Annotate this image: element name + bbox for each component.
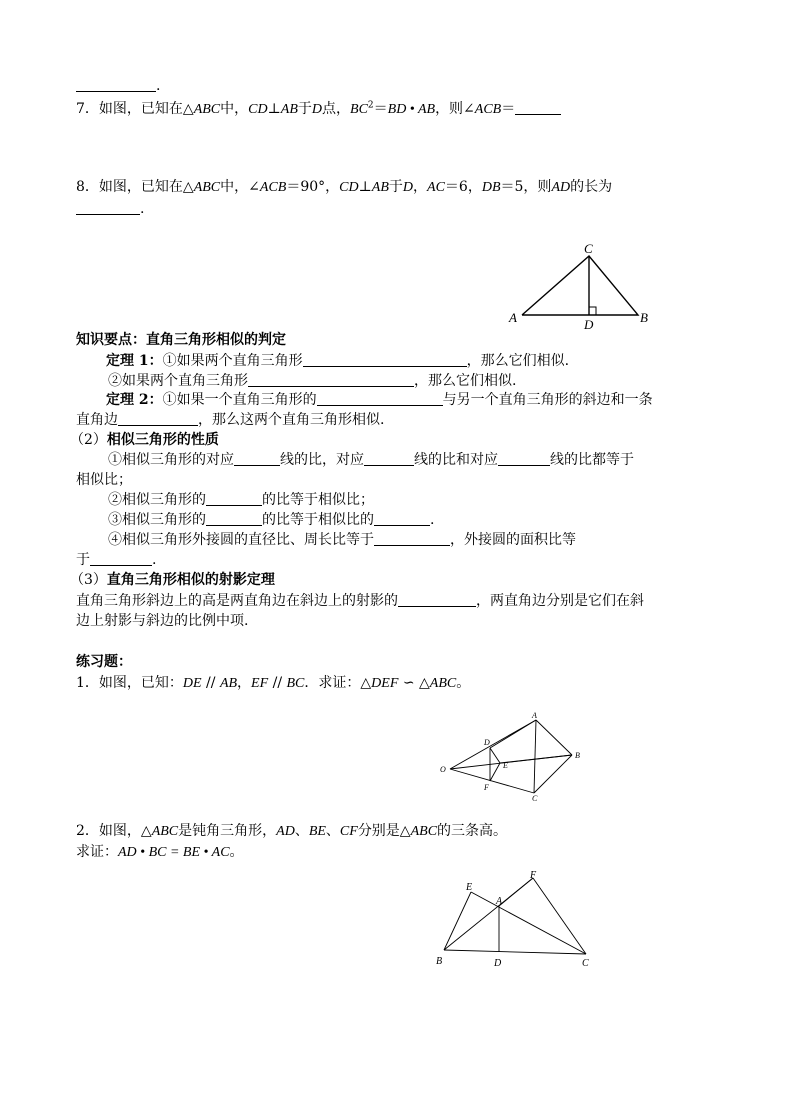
question-8-blank-line: .	[76, 199, 144, 219]
section-2-heading: （2）相似三角形的性质	[70, 432, 219, 448]
theorem-1a: 定理 1：①如果两个直角三角形 ，那么它们相似.	[106, 353, 570, 369]
answer-blank[interactable]	[234, 451, 280, 466]
answer-blank[interactable]	[76, 77, 156, 92]
figure-exercise-1	[432, 708, 602, 808]
theorem-1b: ②如果两个直角三角形 ，那么它们相似.	[108, 373, 517, 389]
answer-blank[interactable]	[206, 511, 262, 526]
label-C: C	[584, 241, 593, 256]
label-B: B	[640, 310, 648, 325]
svg-text:B: B	[436, 956, 443, 967]
svg-text:E: E	[503, 761, 508, 770]
property-1-cont: 相似比；	[76, 472, 132, 488]
property-2: ②相似三角形的 的比等于相似比；	[108, 492, 374, 508]
answer-blank[interactable]	[248, 372, 414, 387]
answer-blank[interactable]	[398, 592, 476, 607]
question-8: 8．如图，已知在△ABC中，∠ACB＝90°，CD⊥AB于D，AC＝6，DB＝5，则AD的长为	[76, 179, 613, 195]
answer-blank[interactable]	[303, 352, 467, 367]
answer-blank[interactable]	[498, 451, 550, 466]
answer-blank[interactable]	[374, 511, 430, 526]
svg-text:C: C	[582, 958, 589, 969]
svg-text:C: C	[532, 794, 538, 803]
label-A: A	[509, 310, 517, 325]
answer-blank[interactable]	[364, 451, 414, 466]
question-7: 7．如图，已知在△ABC中，CD⊥AB于D点，$BC^2=BD$ • AB，则∠ACB＝	[76, 99, 561, 120]
label-D: D	[584, 317, 594, 332]
answer-blank[interactable]	[90, 551, 152, 566]
svg-text:B: B	[575, 751, 580, 760]
svg-text:D: D	[494, 958, 502, 969]
previous-answer-blank-line: .	[76, 76, 160, 96]
section-3-heading: （3）直角三角形相似的射影定理	[70, 572, 275, 588]
property-1: ①相似三角形的对应 线的比，对应 线的比和对应 线的比都等于	[108, 452, 634, 468]
exercise-2-proof: 求证：AD • BC = BE • AC。	[76, 844, 244, 860]
answer-blank[interactable]	[374, 531, 450, 546]
svg-text:E: E	[466, 882, 473, 893]
svg-text:A: A	[532, 711, 537, 720]
exercise-2: 2．如图，△ABC是钝角三角形，AD、BE、CF分别是△ABC的三条高。	[76, 823, 508, 839]
svg-text:F: F	[530, 870, 537, 881]
exercise-1: 1．如图，已知：DE // AB，EF // BC．求证：△DEF ∽ △ABC。	[76, 675, 471, 691]
projection-theorem-1: 直角三角形斜边上的高是两直角边在斜边上的射影的 ，两直角边分别是它们在斜	[76, 593, 644, 609]
answer-blank[interactable]	[317, 391, 443, 406]
figure-exercise-2	[430, 868, 600, 973]
svg-text:D: D	[484, 738, 490, 747]
figure-q8-triangle	[500, 238, 670, 333]
property-4-cont: 于 .	[76, 552, 157, 568]
answer-blank[interactable]	[76, 200, 140, 215]
theorem-2a: 定理 2：①如果一个直角三角形的 与另一个直角三角形的斜边和一条	[106, 392, 653, 408]
answer-blank[interactable]	[515, 100, 561, 115]
projection-theorem-2: 边上射影与斜边的比例中项.	[76, 613, 249, 629]
svg-text:F: F	[484, 783, 489, 792]
knowledge-heading: 知识要点：直角三角形相似的判定	[76, 332, 286, 348]
property-3: ③相似三角形的 的比等于相似比的 .	[108, 512, 435, 528]
property-4: ④相似三角形外接圆的直径比、周长比等于 ，外接圆的面积比等	[108, 532, 576, 548]
theorem-2b: 直角边 ，那么这两个直角三角形相似.	[76, 412, 385, 428]
exercises-heading: 练习题：	[76, 654, 132, 670]
answer-blank[interactable]	[118, 411, 198, 426]
answer-blank[interactable]	[206, 491, 262, 506]
svg-text:A: A	[496, 896, 503, 907]
svg-text:O: O	[440, 765, 446, 774]
